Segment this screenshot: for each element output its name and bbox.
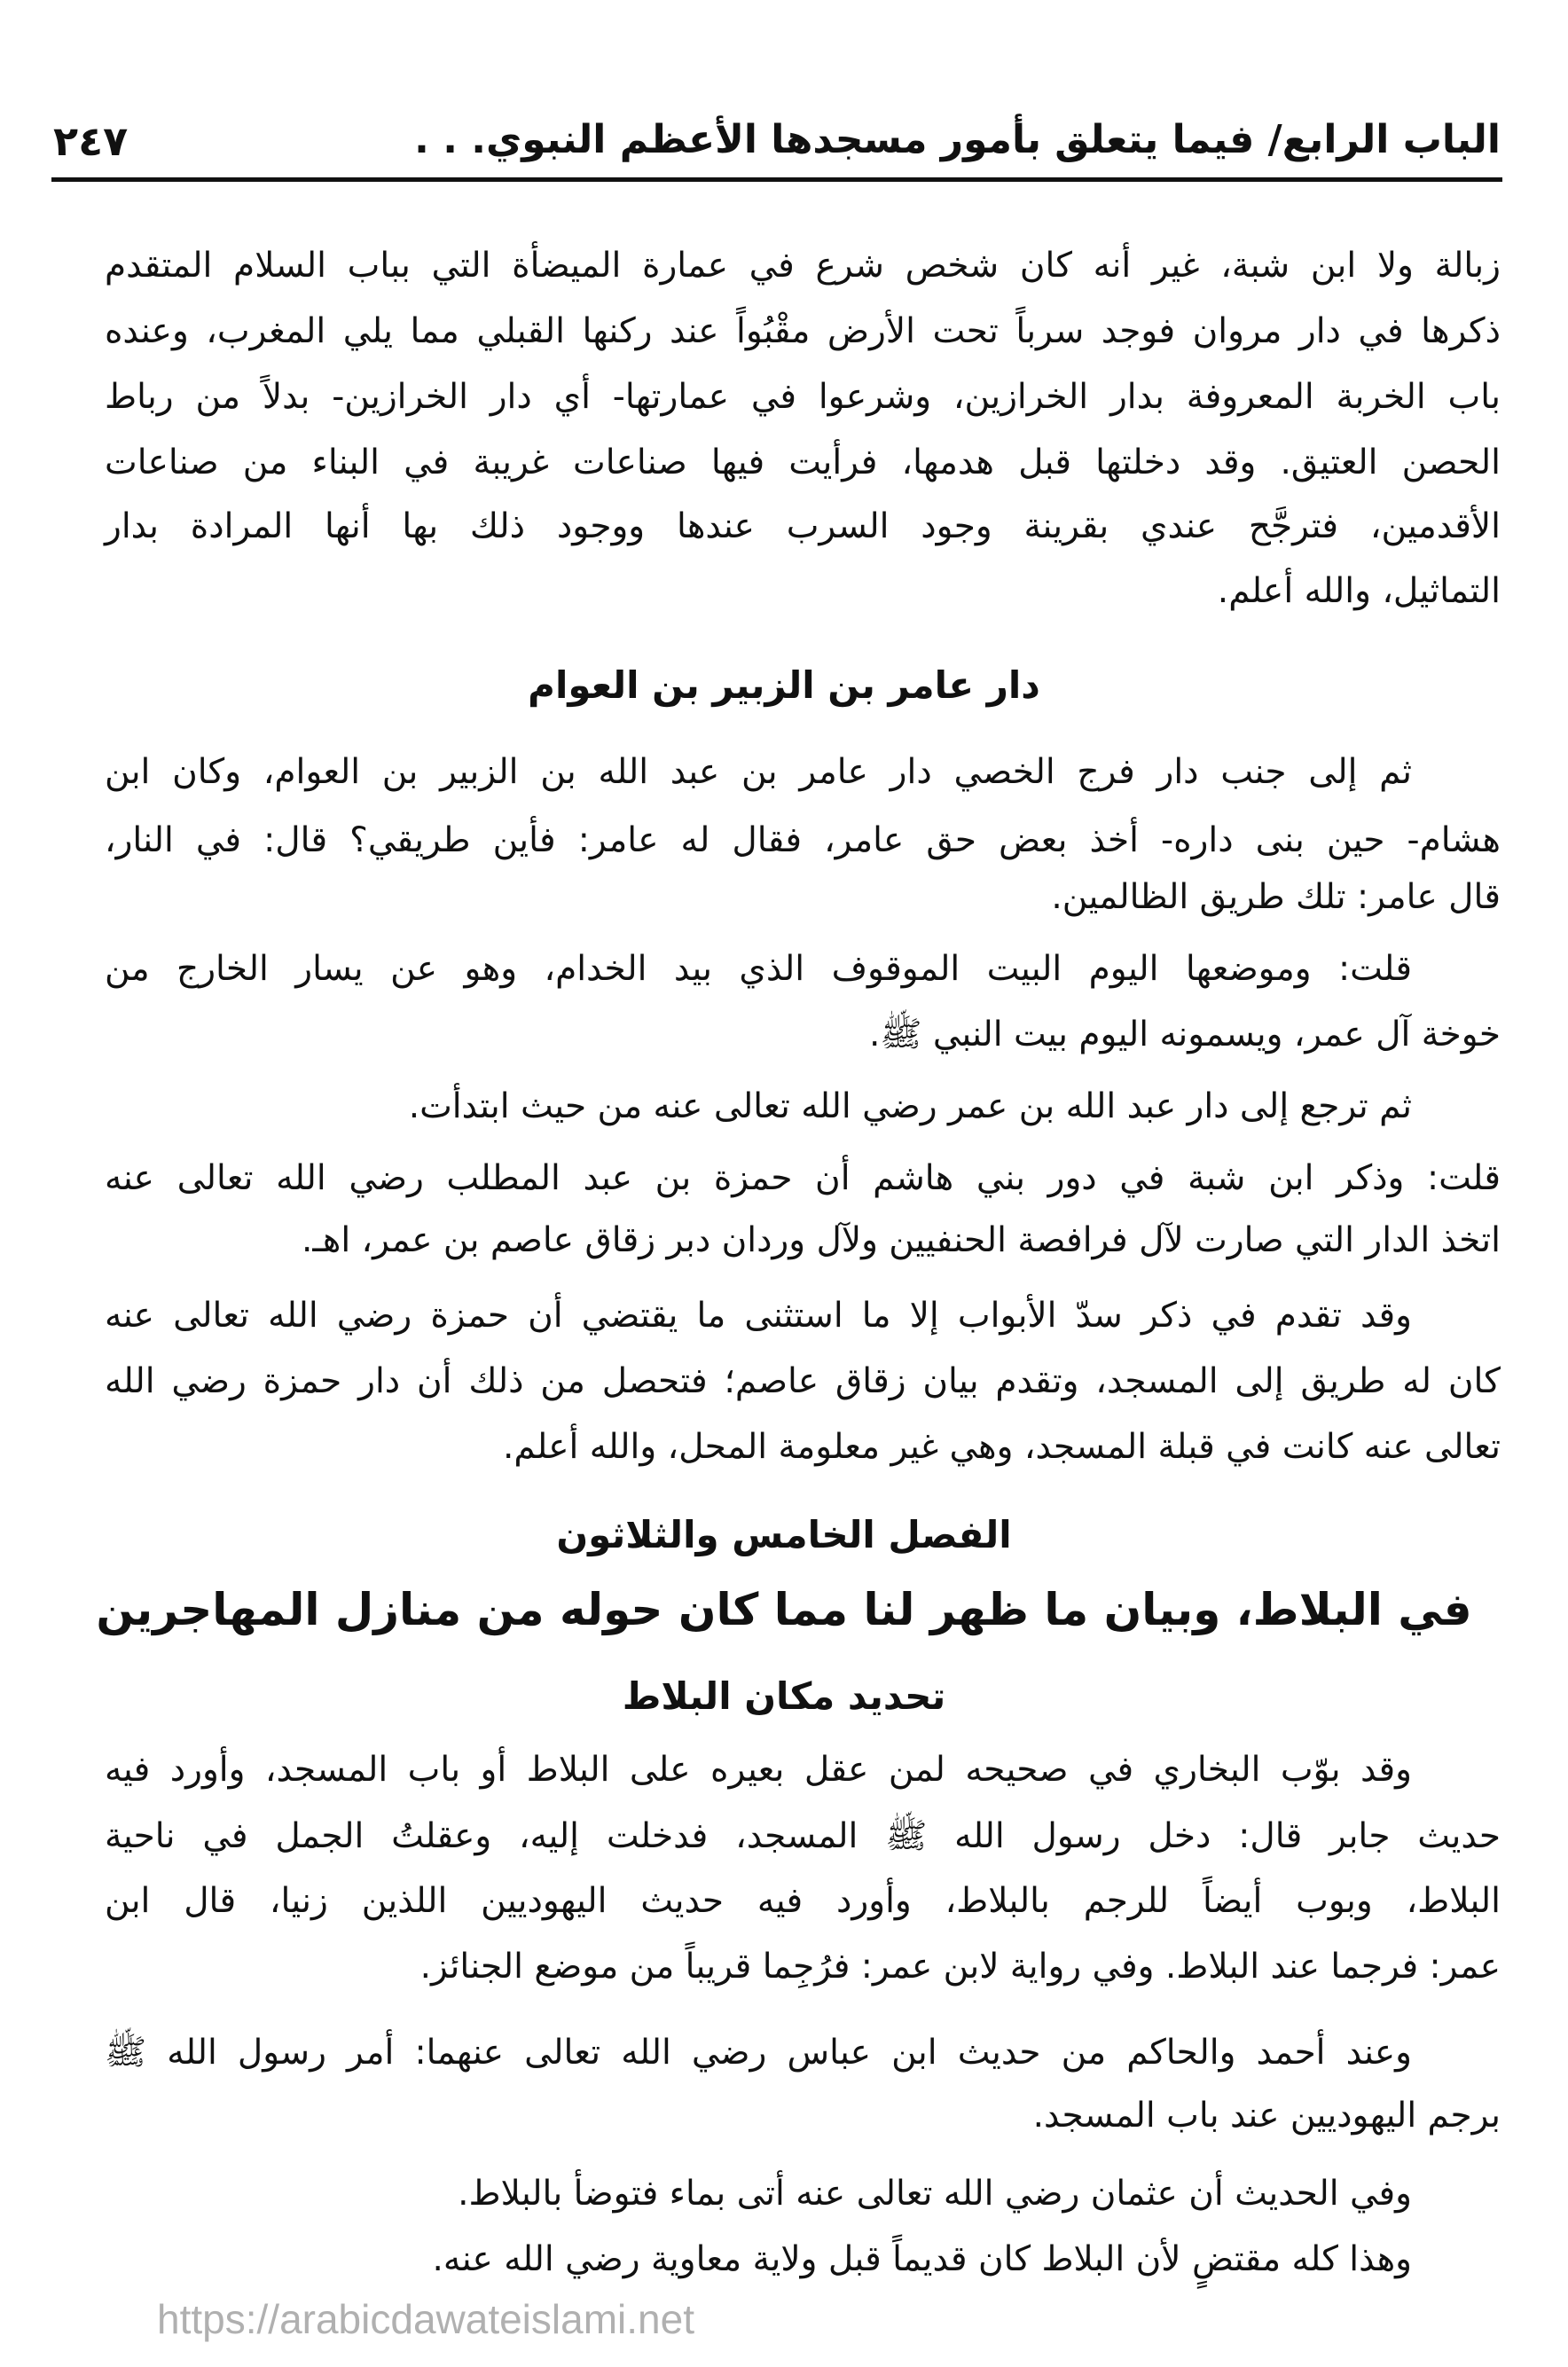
text-line: كان له طريق إلى المسجد، وتقدم بيان زقاق عاصم؛ فتحصل من ذلك أن دار حمزة رضي الله: [105, 1361, 1501, 1401]
text-line: وقد بوّب البخاري في صحيحه لمن عقل بعيره على البلاط أو باب المسجد، وأورد فيه: [105, 1750, 1412, 1790]
text-line: اتخذ الدار التي صارت لآل فرافصة الحنفيين ولآل وردان دبر زقاق عاصم بن عمر، اهـ.: [301, 1220, 1501, 1260]
text-line: وعند أحمد والحاكم من حديث ابن عباس رضي الله تعالى عنهما: أمر رسول الله ﷺ: [105, 2033, 1412, 2073]
text-line: الأقدمين، فترجَّح عندي بقرينة وجود السرب عندها ووجود ذلك بها أنها المرادة بدار: [105, 506, 1501, 546]
section-heading-dar-amir: دار عامر بن الزبير بن العوام: [528, 663, 1040, 707]
text-line: ثم إلى جنب دار فرج الخصي دار عامر بن عبد الله بن الزبير بن العوام، وكان ابن: [105, 752, 1412, 792]
text-line: البلاط، وبوب أيضاً للرجم بالبلاط، وأورد فيه حديث اليهوديين اللذين زنيا، قال ابن: [105, 1881, 1501, 1921]
text-line: قلت: وموضعها اليوم البيت الموقوف الذي بيد الخدام، وهو عن يسار الخارج من: [105, 949, 1412, 989]
text-line: وهذا كله مقتضٍ لأن البلاط كان قديماً قبل ولاية معاوية رضي الله عنه.: [432, 2239, 1412, 2279]
text-line: التماثيل، والله أعلم.: [1217, 571, 1501, 611]
text-line: هشام- حين بنى داره- أخذ بعض حق عامر، فقال له عامر: فأين طريقي؟ قال: في النار،: [105, 820, 1501, 860]
text-line: الحصن العتيق. وقد دخلتها قبل هدمها، فرأيت فيها صناعات غريبة في البناء من صناعات: [105, 443, 1501, 482]
watermark-url: https://arabicdawateislami.net: [157, 2296, 694, 2342]
text-line: حديث جابر قال: دخل رسول الله ﷺ المسجد، فدخلت إليه، وعقلتُ الجمل في ناحية: [105, 1816, 1501, 1856]
text-line: برجم اليهوديين عند باب المسجد.: [1032, 2096, 1501, 2136]
text-line: خوخة آل عمر، ويسمونه اليوم بيت النبي ﷺ.: [868, 1015, 1501, 1054]
header-rule: [51, 177, 1502, 182]
header-title: الباب الرابع/ فيما يتعلق بأمور مسجدها الأعظم النبوي. . .: [414, 117, 1501, 162]
text-line: تعالى عنه كانت في قبلة المسجد، وهي غير معلومة المحل، والله أعلم.: [503, 1427, 1501, 1467]
section-heading-balat: تحديد مكان البلاط: [622, 1674, 946, 1718]
text-line: عمر: فرجما عند البلاط. وفي رواية لابن عمر: فرُجِما قريباً من موضع الجنائز.: [419, 1947, 1501, 1987]
text-line: باب الخربة المعروفة بدار الخرازين، وشرعوا في عمارتها- أي دار الخرازين- بدلاً من رباط: [105, 377, 1501, 417]
text-line: زبالة ولا ابن شبة، غير أنه كان شخص شرع في عمارة الميضأة التي بباب السلام المتقدم: [105, 246, 1501, 286]
text-line: وقد تقدم في ذكر سدّ الأبواب إلا ما استثنى ما يقتضي أن حمزة رضي الله تعالى عنه: [105, 1296, 1412, 1336]
text-line: قلت: وذكر ابن شبة في دور بني هاشم أن حمزة بن عبد المطلب رضي الله تعالى عنه: [105, 1158, 1501, 1198]
text-line: قال عامر: تلك طريق الظالمين.: [1051, 877, 1501, 917]
text-line: وفي الحديث أن عثمان رضي الله تعالى عنه أتى بماء فتوضأ بالبلاط.: [458, 2174, 1412, 2214]
text-line: ذكرها في دار مروان فوجد سرباً تحت الأرض مقْبُواً عند ركنها القبلي مما يلي المغرب، وعنده: [105, 311, 1501, 351]
page-number: ٢٤٧: [53, 117, 129, 165]
text-line: ثم ترجع إلى دار عبد الله بن عمر رضي الله تعالى عنه من حيث ابتدأت.: [408, 1086, 1412, 1126]
chapter-subtitle: في البلاط، وبيان ما ظهر لنا مما كان حوله من منازل المهاجرين: [96, 1584, 1472, 1635]
chapter-heading: الفصل الخامس والثلاثون: [556, 1513, 1012, 1556]
